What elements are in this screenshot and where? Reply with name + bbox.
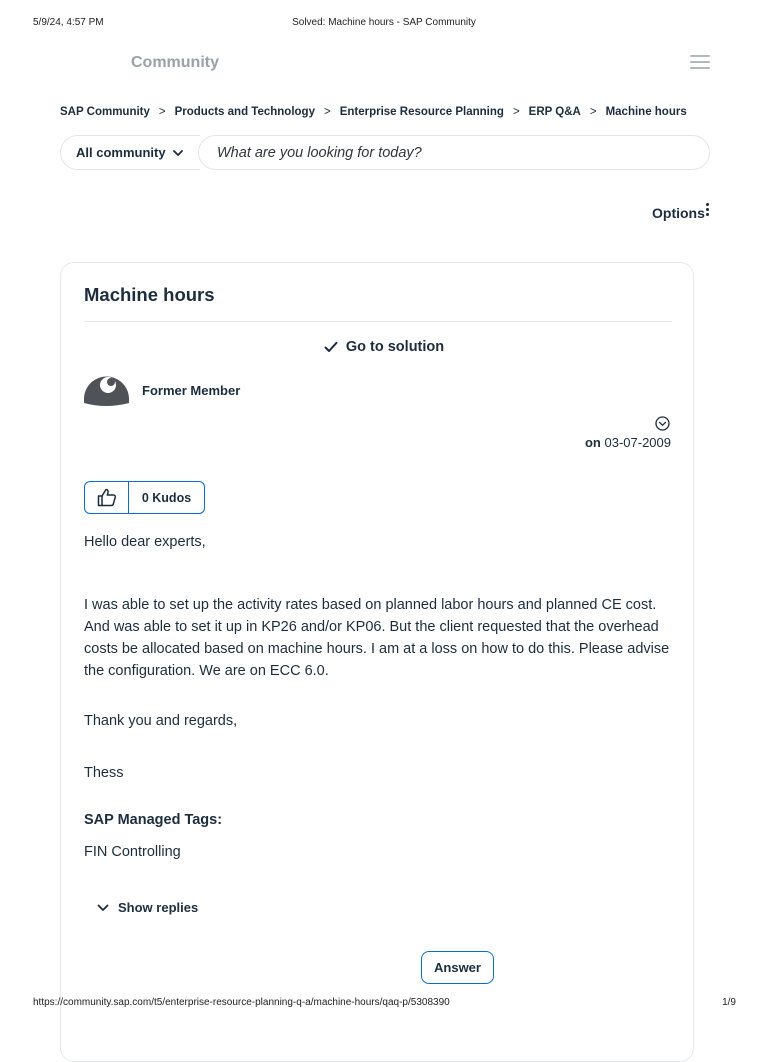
kudos-button[interactable] [85,482,129,513]
show-replies-toggle[interactable] [97,900,198,915]
tag-link[interactable]: FIN Controlling [84,844,181,860]
post-options-icon[interactable] [655,416,670,431]
breadcrumb-products-and-technology[interactable]: Products and Technology [174,106,315,118]
post-body-greeting: Hello dear experts, [84,534,206,550]
breadcrumb-separator-icon: > [512,106,520,118]
thumbs-up-icon [97,488,117,507]
post-body-closing: Thank you and regards, [84,713,238,729]
avatar[interactable] [83,369,130,409]
search-scope-label: All community [76,145,166,160]
print-page-number: 1/9 [722,997,736,1008]
print-datetime: 5/9/24, 4:57 PM [33,17,104,28]
post-date [585,435,671,450]
breadcrumb-separator-icon: > [589,106,597,118]
managed-tags-heading: SAP Managed Tags: [84,812,223,828]
search-input[interactable] [198,135,710,170]
answer-button[interactable]: Answer [421,951,494,984]
breadcrumb-machine-hours[interactable]: Machine hours [605,106,687,118]
breadcrumb-separator-icon: > [323,106,331,118]
go-to-solution-label: Go to solution [345,339,445,355]
kudos-count: 0 Kudos [141,490,192,505]
community-brand[interactable]: Community [131,54,219,71]
breadcrumb [60,106,687,118]
post-body-question: I was able to set up the activity rates based on planned labor hours and planned CE cost. And was able to set it up in KP26 and/or KP06. But the client requested that the overhead costs be allocated based on machine hours. I am at a loss on how to do this. Please advise the configuration. We are on ECC 6.0. [84,597,670,679]
hamburger-menu-icon[interactable] [690,55,710,70]
print-page-title: Solved: Machine hours - SAP Community [292,17,476,28]
post-date-value: 03-07-2009 [604,435,671,450]
search-bar [60,135,710,172]
chevron-down-icon [97,904,109,912]
post-title: Machine hours [84,284,215,305]
options-menu[interactable]: Options [652,205,705,221]
breadcrumb-separator-icon: > [158,106,166,118]
author-name[interactable]: Former Member [142,383,241,398]
breadcrumb-enterprise-resource-planning[interactable]: Enterprise Resource Planning [339,106,504,118]
title-divider [84,321,672,322]
breadcrumb-sap-community[interactable]: SAP Community [60,106,150,118]
kudos-widget [84,481,205,514]
post-date-prefix: on [584,435,601,450]
checkmark-icon [324,341,338,353]
chevron-down-icon [172,147,184,159]
breadcrumb-erp-qa[interactable]: ERP Q&A [528,106,581,118]
search-scope-dropdown[interactable] [60,135,200,170]
post-body-signature: Thess [84,765,124,781]
go-to-solution-link[interactable] [0,339,768,355]
print-url: https://community.sap.com/t5/enterprise-resource-planning-q-a/machine-hours/qaq-p/5308390 [33,997,450,1008]
show-replies-label: Show replies [118,900,199,915]
more-options-icon[interactable] [706,203,710,219]
